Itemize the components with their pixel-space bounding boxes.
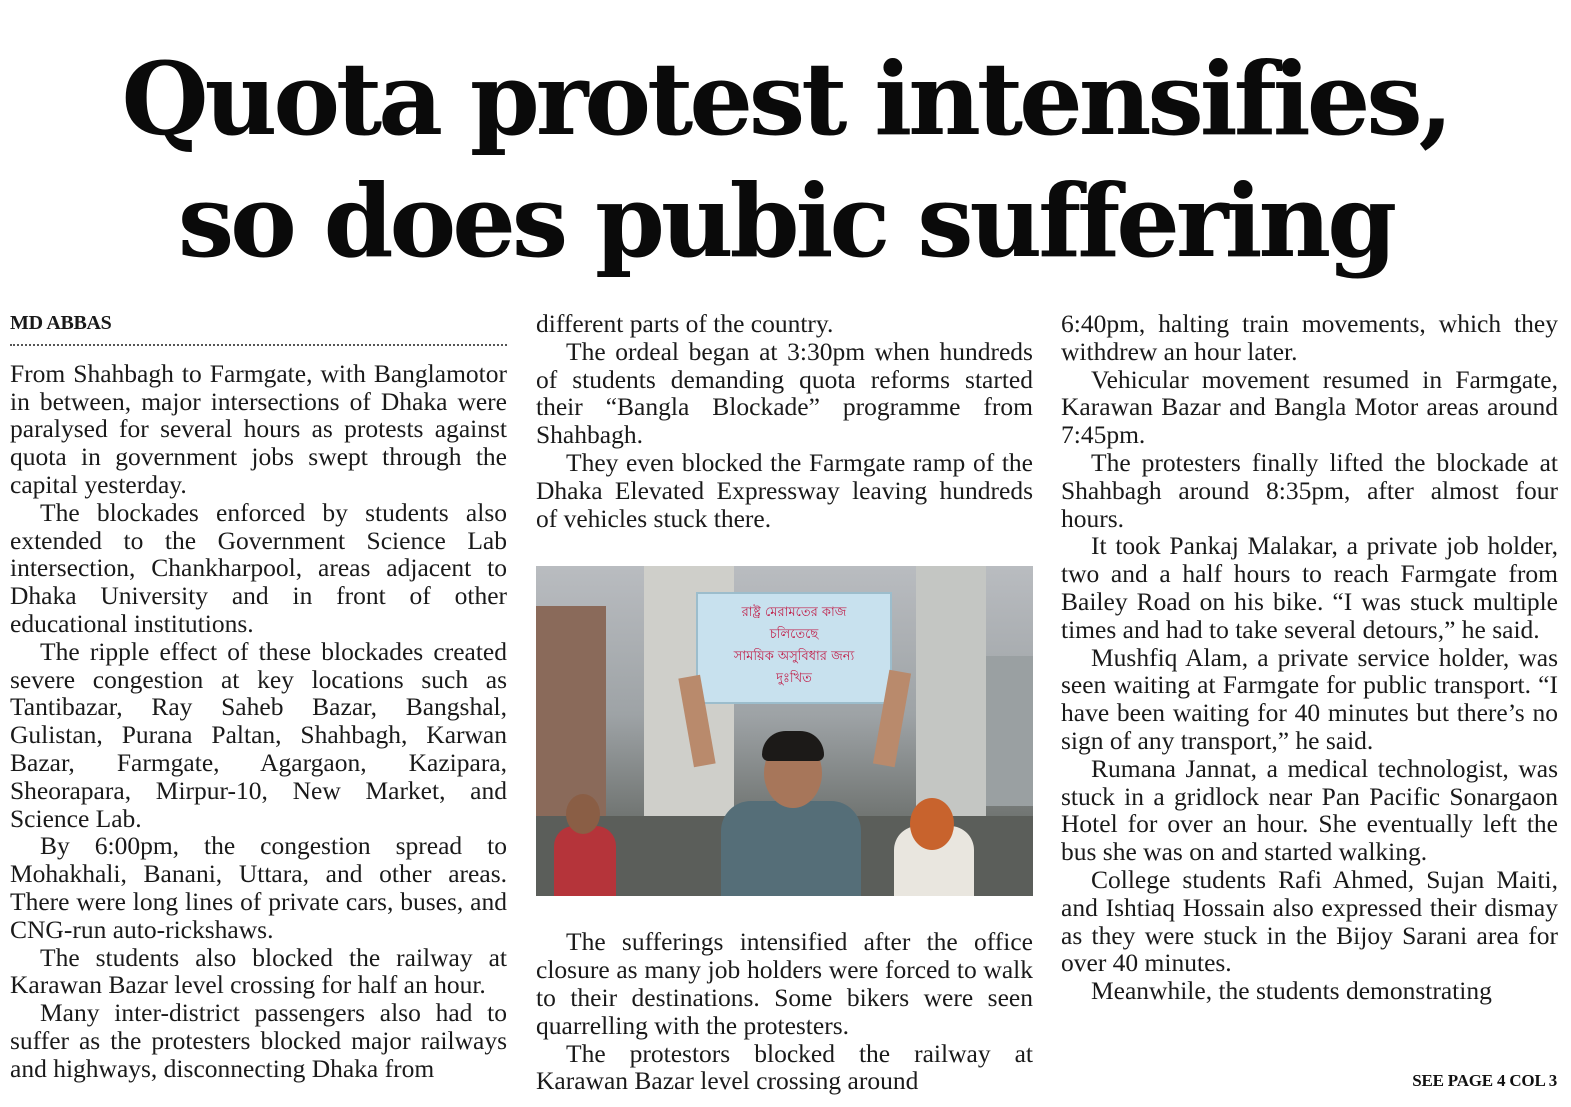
paragraph: College students Rafi Ahmed, Sujan Maiti, and Ishtiaq Hossain also expressed their dismay as they were stuck in the Bijoy Sarani area for over 40 minutes.: [1061, 864, 1558, 978]
paragraph: The sufferings intensified after the office closure as many job holders were forced to walk to their destinations. Some bikers were seen quarrelling with the protesters.: [536, 927, 1033, 1040]
article-column-2: [536, 310, 1033, 1095]
paragraph: The protesters finally lifted the blockade at Shahbagh around 8:35pm, after almost four hours.: [1061, 447, 1558, 533]
paragraph: Meanwhile, the students demonstrating: [1091, 976, 1492, 1006]
sign-text: চলিতেছে: [769, 627, 819, 643]
paragraph: different parts of the country.: [536, 309, 834, 338]
article-column-1: [10, 310, 507, 1083]
headline-line-2: so does pubic suffering: [177, 162, 1394, 280]
paragraph: Vehicular movement resumed in Farmgate, Karawan Bazar and Bangla Motor areas around 7:45pm.: [1061, 364, 1558, 450]
paragraph: By 6:00pm, the congestion spread to Mohakhali, Banani, Uttara, and other areas. There were long lines of private cars, buses, and CNG-run auto-rickshaws.: [10, 831, 507, 944]
paragraph: It took Pankaj Malakar, a private job holder, two and a half hours to reach Farmgate from Bailey Road on his bike. “I was stuck multiple times and had to take several detours,” he said.: [1061, 531, 1558, 644]
protest-photo: [536, 566, 1033, 896]
sign-text: দুঃখিত: [776, 671, 812, 687]
article-column-3: [1061, 310, 1558, 1005]
paragraph: The ripple effect of these blockades created severe congestion at key locations such as Tantibazar, Ray Saheb Bazar, Bangshal, Gulistan, Purana Paltan, Shahbagh, Karwan Bazar, Farmgate, Agargaon, Kazipara, Sheorapara, Mirpur-10, New Market, and Science Lab.: [10, 636, 507, 833]
paragraph: They even blocked the Farmgate ramp of the Dhaka Elevated Expressway leaving hundreds of vehicles stuck there.: [536, 447, 1033, 533]
paragraph: Many inter-district passengers also had to suffer as the protesters blocked major railways and highways, disconnecting Dhaka from: [10, 998, 507, 1083]
paragraph: The students also blocked the railway at Karawan Bazar level crossing for half an hour.: [10, 942, 507, 1000]
paragraph: From Shahbagh to Farmgate, with Banglamotor in between, major intersections of Dhaka were paralysed for several hours as protests against quota in government jobs swept through the capital yesterday.: [10, 358, 507, 499]
protest-sign: [696, 592, 892, 704]
continuation-jump: SEE PAGE 4 COL 3: [1412, 1071, 1557, 1090]
sign-text: রাষ্ট্র মেরামতের কাজ: [741, 605, 847, 621]
byline: MD ABBAS: [10, 310, 507, 346]
headline-line-1: Quota protest intensifies,: [121, 40, 1450, 158]
paragraph: Rumana Jannat, a medical technologist, was stuck in a gridlock near Pan Pacific Sonargaon Hotel for over an hour. She eventually left the bus she was on and started walking.: [1061, 753, 1558, 867]
sign-text: সাময়িক অসুবিধার জন্য: [733, 649, 855, 665]
headline: [0, 38, 1571, 282]
paragraph: 6:40pm, halting train movements, which they withdrew an hour later.: [1061, 309, 1558, 366]
protester-figure: [721, 801, 861, 896]
paragraph: The ordeal began at 3:30pm when hundreds of students demanding quota reforms started their “Bangla Blockade” programme from Shahbagh.: [536, 336, 1033, 450]
paragraph: The blockades enforced by students also extended to the Government Science Lab intersection, Chankharpool, areas adjacent to Dhaka University and in front of other educational institutions.: [10, 497, 507, 638]
paragraph: The protestors blocked the railway at Karawan Bazar level crossing around: [536, 1038, 1033, 1096]
paragraph: Mushfiq Alam, a private service holder, was seen waiting at Farmgate for public transport. “I have been waiting for 40 minutes but there’s no sign of any transport,” he said.: [1061, 642, 1558, 755]
